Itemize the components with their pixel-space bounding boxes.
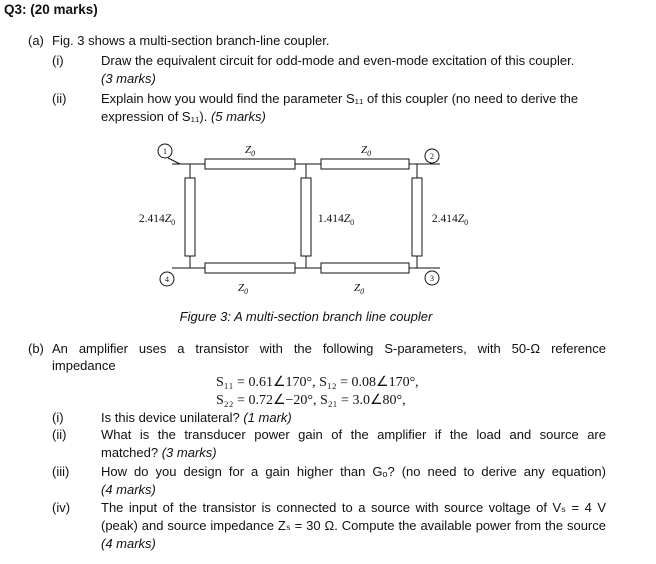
part-b-intro-line1: An amplifier uses a transistor with the following S-parameters, with 50-Ω reference bbox=[52, 341, 606, 356]
s21-value: S₂₁ = 3.0∠80°, bbox=[320, 393, 406, 408]
s-param-equation-line2 bbox=[216, 392, 406, 409]
part-b-ii-text-line2: matched? bbox=[101, 445, 159, 460]
part-b-iv-marks: (4 marks) bbox=[101, 536, 156, 551]
part-a-ii-text-line2: expression of S₁₁). bbox=[101, 109, 208, 124]
port-1-stub bbox=[168, 158, 180, 164]
series-label-bottom-right: $Z_0$ bbox=[353, 282, 365, 296]
part-a-ii-marks: (5 marks) bbox=[210, 109, 266, 124]
part-a-i-text: Draw the equivalent circuit for odd-mode and even-mode excitation of this coupler. bbox=[101, 53, 575, 68]
part-b-iv-number: (iv) bbox=[52, 500, 71, 515]
part-b-i-text: Is this device unilateral? bbox=[101, 410, 240, 425]
part-b-i-marks: (1 mark) bbox=[243, 410, 292, 425]
part-b-iv-text: The input of the transistor is connected to a source with source voltage of Vₛ = 4 V bbox=[101, 500, 606, 515]
series-line-top-left bbox=[205, 159, 295, 169]
series-line-top-right bbox=[321, 159, 409, 169]
shunt-box-1 bbox=[185, 178, 195, 256]
shunt-label-3: $2.414Z_0$ bbox=[431, 213, 469, 227]
part-b-ii-text: What is the transducer power gain of the amplifier if the load and source are bbox=[101, 427, 606, 442]
shunt-label-2: $1.414Z_0$ bbox=[317, 213, 355, 227]
port-4-number: 4 bbox=[165, 275, 169, 284]
part-a-i-number: (i) bbox=[52, 53, 64, 68]
part-b-iii-text: How do you design for a gain higher than Gₒ? (no need to derive any equation) bbox=[101, 464, 606, 479]
series-line-bottom-right bbox=[321, 263, 409, 273]
s-param-equation-line1 bbox=[216, 374, 419, 391]
shunt-box-3 bbox=[412, 178, 422, 256]
part-a-ii-text: Explain how you would find the parameter S₁₁ of this coupler (no need to derive the bbox=[101, 91, 579, 106]
port-1-number: 1 bbox=[163, 147, 167, 156]
series-line-bottom-left bbox=[205, 263, 295, 273]
part-b-intro-line2: impedance bbox=[52, 358, 116, 373]
shunt-label-1: $2.414Z_0$ bbox=[138, 213, 176, 227]
part-b-i-row bbox=[101, 410, 292, 425]
part-b-i-number: (i) bbox=[52, 410, 64, 425]
part-b-ii-marks: (3 marks) bbox=[161, 445, 217, 460]
shunt-box-2 bbox=[301, 178, 311, 256]
part-b-iv-text-line2: (peak) and source impedance Zₛ = 30 Ω. Compute the available power from the source bbox=[101, 518, 606, 533]
question-title: Q3: (20 marks) bbox=[4, 2, 98, 17]
series-label-bottom-left: $Z_0$ bbox=[237, 282, 249, 296]
part-a-i-marks: (3 marks) bbox=[101, 71, 156, 86]
figure-caption: Figure 3: A multi-section branch line coupler bbox=[179, 309, 433, 324]
port-2-number: 2 bbox=[430, 152, 434, 161]
part-a-intro: Fig. 3 shows a multi-section branch-line coupler. bbox=[52, 33, 330, 48]
part-b-iii-marks: (4 marks) bbox=[101, 482, 156, 497]
part-b-ii-number: (ii) bbox=[52, 427, 67, 442]
port-3-number: 3 bbox=[430, 274, 434, 283]
series-label-top-right: $Z_0$ bbox=[360, 144, 372, 158]
part-a-ii-number: (ii) bbox=[52, 91, 67, 106]
part-b-iii-number: (iii) bbox=[52, 464, 70, 479]
part-b-label: (b) bbox=[28, 341, 44, 356]
s12-value: S₁₂ = 0.08∠170°, bbox=[319, 375, 419, 390]
series-label-top-left: $Z_0$ bbox=[244, 144, 256, 158]
part-b-ii-row2 bbox=[101, 445, 217, 460]
part-a-label: (a) bbox=[28, 33, 44, 48]
s11-value: S₁₁ = 0.61∠170°, bbox=[216, 375, 316, 390]
s22-value: S₂₂ = 0.72∠−20°, bbox=[216, 393, 317, 408]
